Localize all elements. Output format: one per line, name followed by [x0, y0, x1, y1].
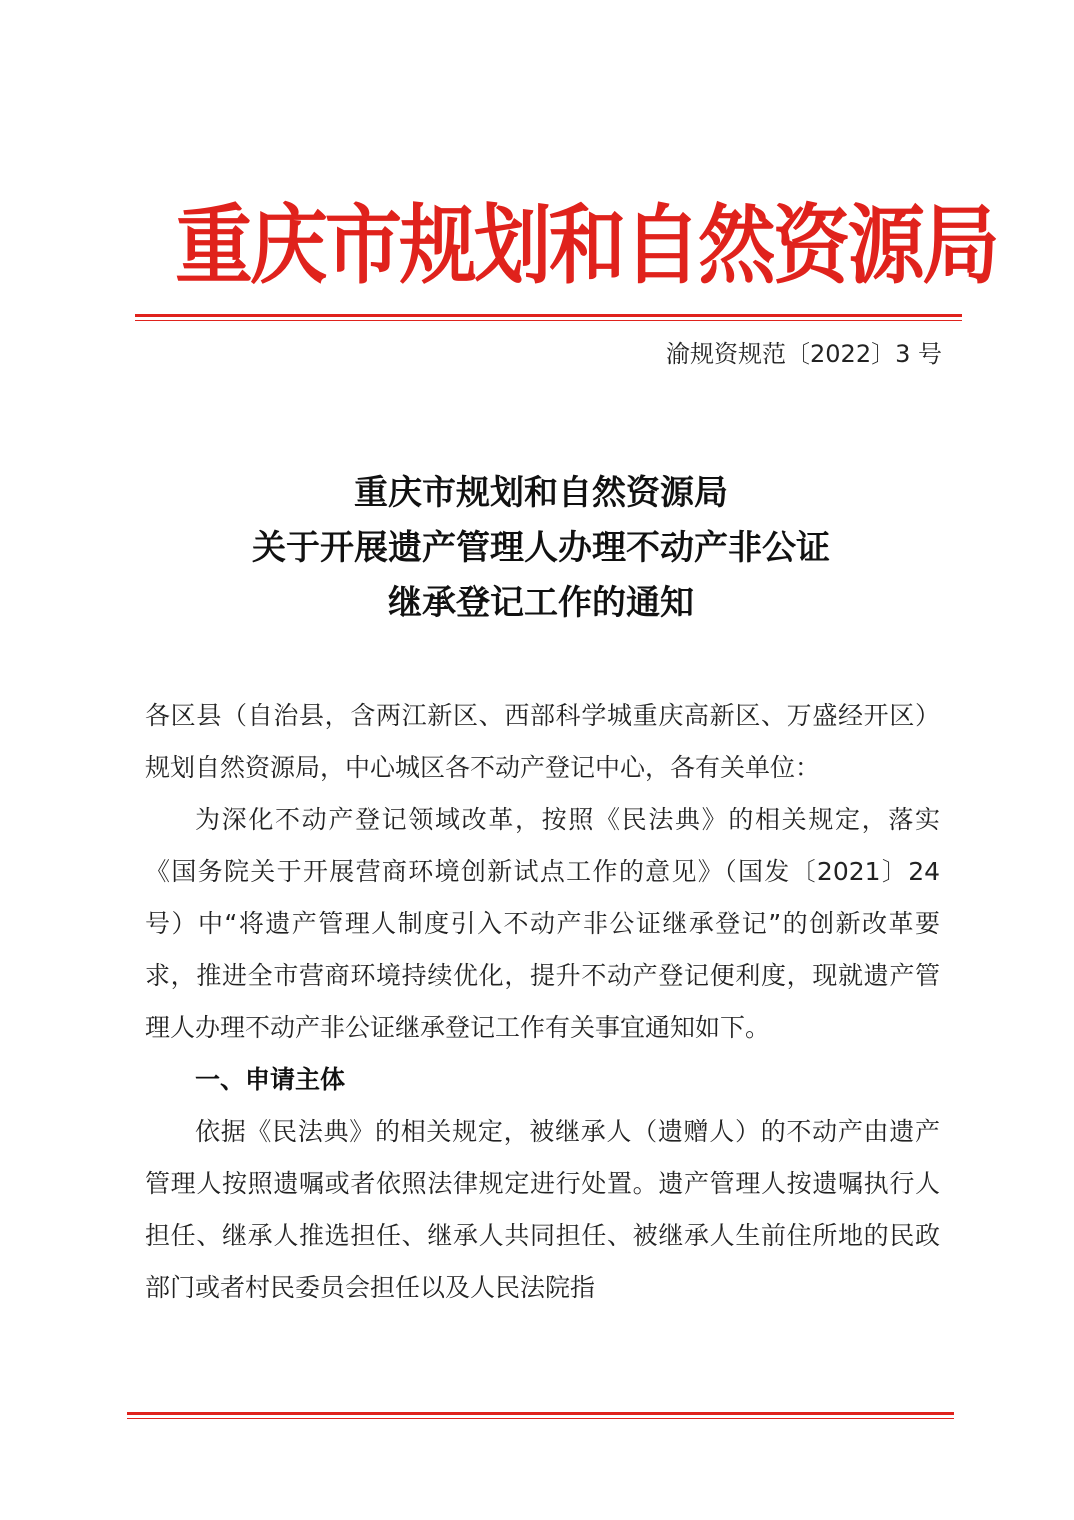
- addressee-paragraph: 各区县（自治县，含两江新区、西部科学城重庆高新区、万盛经开区）规划自然资源局，中心城区各不动产登记中心，各有关单位：: [145, 701, 940, 782]
- agency-masthead: 重庆市规划和自然资源局: [175, 195, 997, 296]
- notice-title: [135, 466, 947, 631]
- header-divider-thick: [135, 314, 962, 317]
- document-number: 渝规资规范〔2022〕3 号: [666, 340, 942, 368]
- title-line-3: 继承登记工作的通知: [388, 583, 694, 623]
- notice-body: [145, 690, 940, 1314]
- title-line-2: 关于开展遗产管理人办理不动产非公证: [252, 528, 830, 568]
- footer-divider-thin: [127, 1418, 954, 1419]
- header-divider-thin: [135, 320, 962, 321]
- footer-divider-thick: [127, 1412, 954, 1415]
- section-heading-applicant: 一、申请主体: [195, 1065, 346, 1094]
- section-paragraph-applicant: 依据《民法典》的相关规定，被继承人（遗赠人）的不动产由遗产管理人按照遗嘱或者依照法律规定进行处置。遗产管理人按遗嘱执行人担任、继承人推选担任、继承人共同担任、被继承人生前住所地的民政部门或者村民委员会担任以及人民法院指: [145, 1117, 940, 1302]
- intro-paragraph: 为深化不动产登记领域改革，按照《民法典》的相关规定，落实《国务院关于开展营商环境创新试点工作的意见》（国发〔2021〕24 号）中“将遗产管理人制度引入不动产非公证继承登记”的创新改革要求，推进全市营商环境持续优化，提升不动产登记便利度，现就遗产管理人办理不动产非公证继承登记工作有关事宜通知如下。: [145, 805, 940, 1042]
- title-line-1: 重庆市规划和自然资源局: [354, 473, 728, 513]
